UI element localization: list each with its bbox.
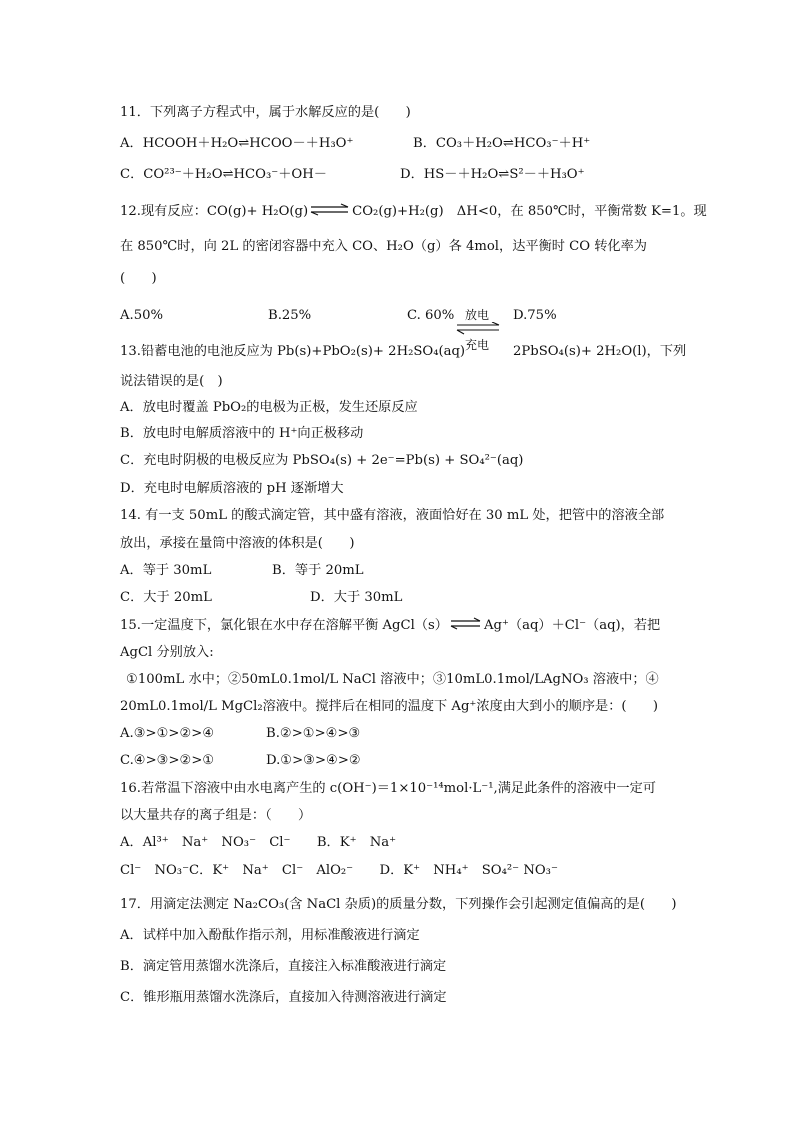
q12-option-c: C. 60% [407, 308, 455, 323]
q16-line3: A．Al³⁺ Na⁺ NO₃⁻ Cl⁻ B．K⁺ Na⁺ [120, 835, 397, 850]
q13-reactants: 13.铅蓄电池的电池反应为 Pb(s)+PbO₂(s)+ 2H₂SO₄(aq) [120, 344, 466, 359]
q12-option-d: D.75% [513, 308, 557, 323]
solubility-equilibrium-arrow-icon [450, 617, 482, 631]
q13-option-a: A．放电时覆盖 PbO₂的电极为正极，发生还原反应 [120, 400, 418, 415]
q14-line2: 放出，承接在量筒中溶液的体积是( ) [120, 536, 355, 551]
q17-stem: 17．用滴定法测定 Na₂CO₃(含 NaCl 杂质)的质量分数，下列操作会引起测定值偏高的是( ) [120, 897, 677, 912]
q13-line2: 说法错误的是( ) [120, 374, 223, 389]
q12-option-a: A.50% [120, 308, 164, 323]
q16-line2: 以大量共存的离子组是：（ ） [120, 808, 312, 823]
q13-option-d: D．充电时电解质溶液的 pH 逐渐增大 [120, 481, 344, 496]
q16-line1: 16.若常温下溶液中由水电离产生的 c(OH⁻)＝1×10⁻¹⁴mol·L⁻¹,满足此条件的溶液中一定可 [120, 781, 656, 796]
q13-option-b: B．放电时电解质溶液中的 H⁺向正极移动 [120, 426, 364, 441]
q12-option-b: B.25% [268, 308, 312, 323]
q12-line3: ( ) [120, 271, 157, 286]
q16-line4: Cl⁻ NO₃⁻C．K⁺ Na⁺ Cl⁻ AlO₂⁻ D．K⁺ NH₄⁺ SO₄²⁻ NO₃⁻ [120, 863, 558, 878]
q14-line1: 14. 有一支 50mL 的酸式滴定管，其中盛有溶液，液面恰好在 30 mL 处，把管中的溶液全部 [120, 508, 665, 523]
q14-option-c: C．大于 20mL [120, 590, 212, 605]
q11-option-d: D．HS－＋H₂O⇌S²－＋H₃O⁺ [400, 167, 585, 182]
reversible-arrow-icon [455, 322, 501, 336]
q15-line3: ①100mL 水中；②50mL0.1mol/L NaCl 溶液中；③10mL0.1mol/LAgNO₃ 溶液中；④ [126, 672, 659, 687]
q17-option-c: C．锥形瓶用蒸馏水洗涤后，直接加入待测溶液进行滴定 [120, 990, 447, 1005]
q15-line4: 20mL0.1mol/L MgCl₂溶液中。搅拌后在相同的温度下 Ag⁺浓度由大到小的顺序是：( ) [120, 699, 659, 714]
equilibrium-arrow-icon [310, 203, 350, 217]
q15-option-c: C.④>③>②>① [120, 753, 215, 768]
q12-line2: 在 850℃时，向 2L 的密闭容器中充入 CO、H₂O（g）各 4mol，达平衡时 CO 转化率为 [120, 239, 647, 254]
q15-stem-start: 15.一定温度下，氯化银在水中存在溶解平衡 AgCl（s） [120, 618, 448, 633]
discharge-label: 放电 [465, 308, 490, 322]
q15-line1 [120, 617, 660, 635]
q12-reactants: 12.现有反应：CO(g)+ H₂O(g) [120, 204, 309, 219]
q15-option-a: A.③>①>②>④ [120, 726, 215, 741]
q11-stem: 11．下列离子方程式中，属于水解反应的是( ) [120, 105, 411, 120]
q17-option-a: A．试样中加入酚酞作指示剂，用标准酸液进行滴定 [120, 928, 420, 943]
q14-option-b: B．等于 20mL [272, 563, 364, 578]
q12-line1 [120, 203, 707, 221]
q13-option-c: C．充电时阴极的电极反应为 PbSO₄(s) + 2e⁻=Pb(s) + SO₄²⁻(aq) [120, 453, 524, 468]
charge-label: 充电 [465, 338, 490, 352]
q15-line2: AgCl 分别放入: [120, 645, 214, 660]
q14-option-a: A．等于 30mL [120, 563, 212, 578]
q12-products: CO₂(g)+H₂(g) ΔH<0，在 850℃时，平衡常数 K=1。现 [352, 204, 707, 219]
q13-line1 [120, 343, 465, 361]
q14-option-d: D．大于 30mL [310, 590, 403, 605]
q13-products: 2PbSO₄(s)+ 2H₂O(l)，下列 [513, 344, 687, 359]
q15-stem-end: Ag⁺（aq）＋Cl⁻（aq)，若把 [483, 618, 661, 633]
q15-option-d: D.①>③>④>② [266, 753, 361, 768]
q17-option-b: B．滴定管用蒸馏水洗涤后，直接注入标准酸液进行滴定 [120, 959, 447, 974]
q11-option-c: C．CO²³⁻＋H₂O⇌HCO₃⁻＋OH－ [120, 167, 327, 182]
q11-option-b: B．CO₃＋H₂O⇌HCO₃⁻＋H⁺ [413, 136, 591, 151]
q11-option-a: A．HCOOH＋H₂O⇌HCOO－＋H₃O⁺ [120, 136, 354, 151]
q15-option-b: B.②>①>④>③ [266, 726, 361, 741]
